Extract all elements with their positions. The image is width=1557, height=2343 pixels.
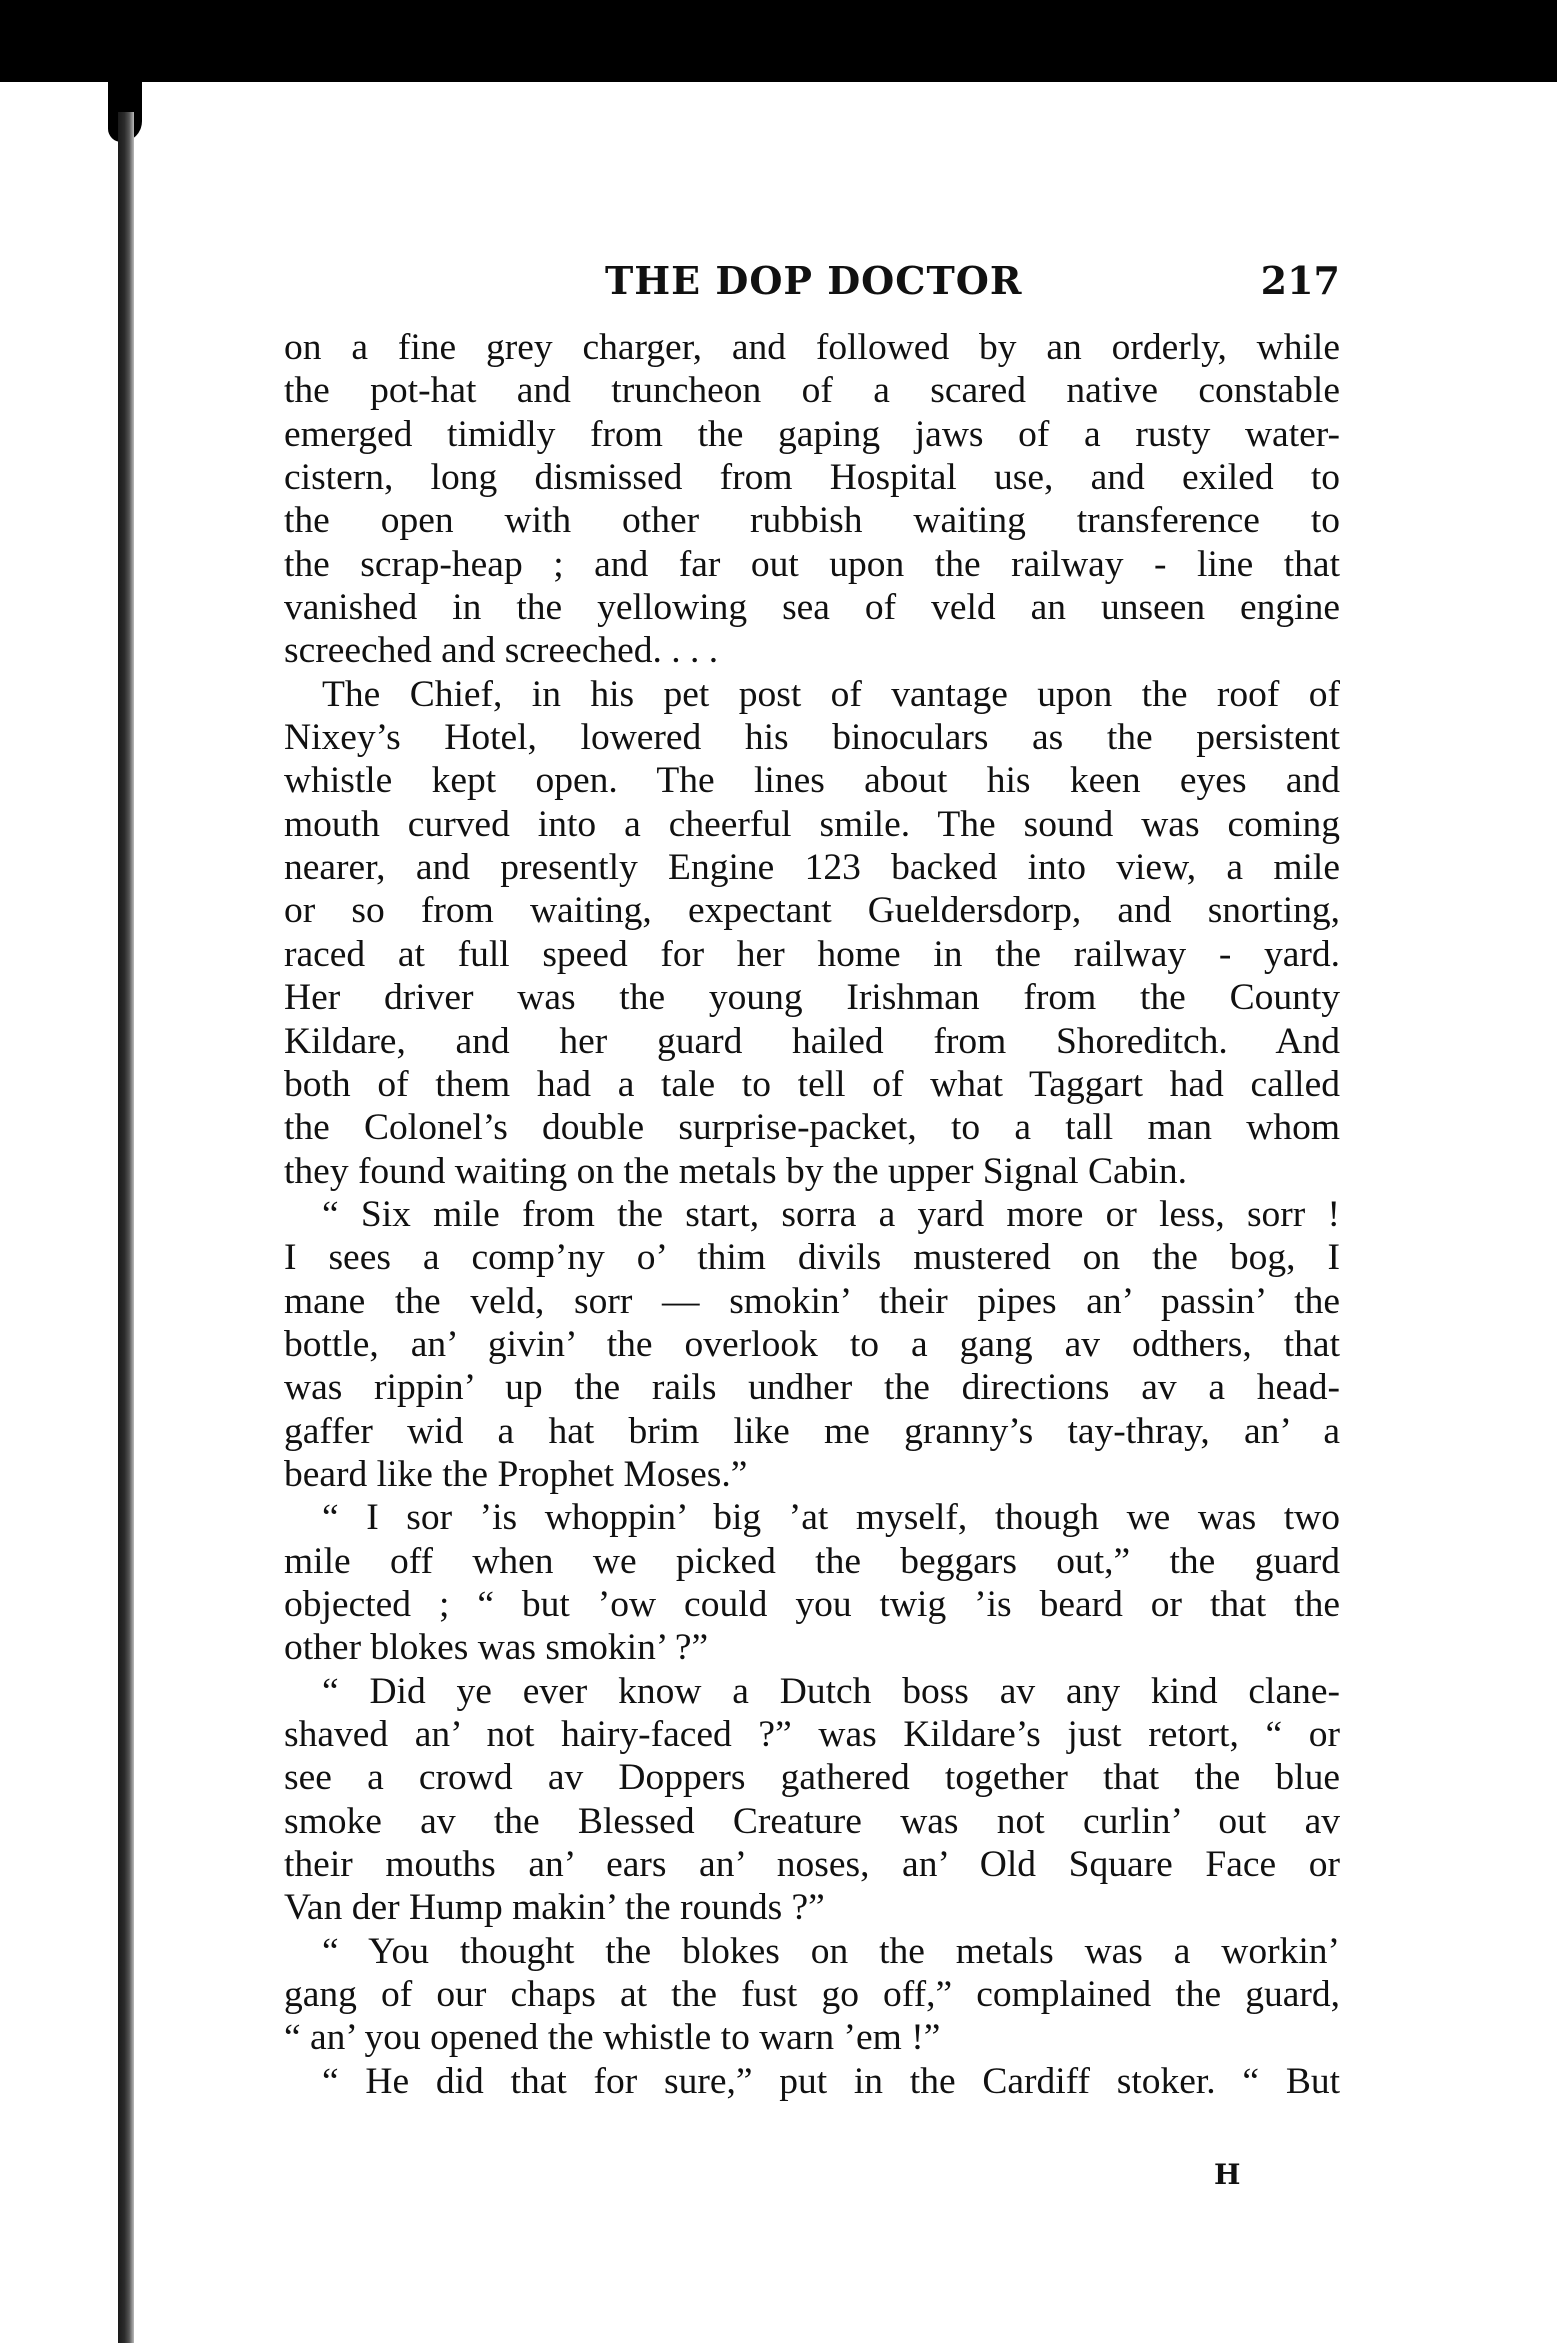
text-line: the pot-hat and truncheon of a scared native constable bbox=[284, 370, 1340, 412]
text-line: Van der Hump makin’ the rounds ?” bbox=[284, 1887, 825, 1929]
text-line: mane the veld, sorr — smokin’ their pipes an’ passin’ the bbox=[284, 1280, 1340, 1322]
text-line: beard like the Prophet Moses.” bbox=[284, 1453, 748, 1495]
text-line: “ an’ you opened the whistle to warn ’em !” bbox=[284, 2017, 941, 2059]
text-line: other blokes was smokin’ ?” bbox=[284, 1627, 709, 1669]
text-line: mouth curved into a cheerful smile. The sound was coming bbox=[284, 803, 1340, 845]
text-line: cistern, long dismissed from Hospital use, and exiled to bbox=[284, 457, 1340, 499]
signature-mark: H bbox=[1214, 2158, 1241, 2191]
text-line: was rippin’ up the rails undher the directions av a head- bbox=[284, 1367, 1340, 1409]
text-line: smoke av the Blessed Creature was not curlin’ out av bbox=[284, 1800, 1340, 1842]
scan-top-border bbox=[0, 0, 1557, 82]
text-line: Kildare, and her guard hailed from Shoreditch. And bbox=[284, 1020, 1340, 1062]
text-line: the open with other rubbish waiting transference to bbox=[284, 500, 1340, 542]
text-line: see a crowd av Doppers gathered together that the blue bbox=[284, 1757, 1340, 1799]
text-line: emerged timidly from the gaping jaws of a rusty water- bbox=[284, 413, 1340, 455]
text-line: vanished in the yellowing sea of veld an unseen engine bbox=[284, 587, 1340, 629]
text-line: mile off when we picked the beggars out,” the guard bbox=[284, 1540, 1340, 1582]
text-line: nearer, and presently Engine 123 backed into view, a mile bbox=[284, 847, 1340, 889]
text-line: The Chief, in his pet post of vantage upon the roof of bbox=[322, 673, 1340, 715]
text-line: “ Six mile from the start, sorra a yard more or less, sorr ! bbox=[322, 1193, 1340, 1235]
body-text bbox=[284, 326, 1340, 2103]
text-line: whistle kept open. The lines about his keen eyes and bbox=[284, 760, 1340, 802]
text-line: gang of our chaps at the fust go off,” complained the guard, bbox=[284, 1974, 1340, 2016]
text-line: objected ; “ but ’ow could you twig ’is beard or that the bbox=[284, 1583, 1340, 1625]
running-head bbox=[285, 258, 1340, 308]
text-line: I sees a comp’ny o’ thim divils mustered on the bog, I bbox=[284, 1237, 1340, 1279]
text-line: the Colonel’s double surprise-packet, to a tall man whom bbox=[284, 1107, 1340, 1149]
text-line: bottle, an’ givin’ the overlook to a gang av odthers, that bbox=[284, 1323, 1340, 1365]
text-line: “ Did ye ever know a Dutch boss av any kind clane- bbox=[322, 1670, 1340, 1712]
text-line: Nixey’s Hotel, lowered his binoculars as the persistent bbox=[284, 717, 1340, 759]
text-line: raced at full speed for her home in the railway - yard. bbox=[284, 933, 1340, 975]
text-line: gaffer wid a hat brim like me granny’s tay-thray, an’ a bbox=[284, 1410, 1340, 1452]
page-number: 217 bbox=[1260, 258, 1340, 303]
binding-shadow bbox=[118, 112, 134, 2343]
text-line: on a fine grey charger, and followed by an orderly, while bbox=[284, 327, 1340, 368]
running-title: THE DOP DOCTOR bbox=[605, 258, 1023, 303]
text-line: both of them had a tale to tell of what Taggart had called bbox=[284, 1063, 1340, 1105]
text-line: or so from waiting, expectant Gueldersdorp, and snorting, bbox=[284, 890, 1340, 932]
text-line: they found waiting on the metals by the upper Signal Cabin. bbox=[284, 1150, 1187, 1192]
text-line: screeched and screeched. . . . bbox=[284, 630, 719, 672]
text-line: their mouths an’ ears an’ noses, an’ Old Square Face or bbox=[284, 1844, 1340, 1886]
text-line: “ You thought the blokes on the metals was a workin’ bbox=[322, 1930, 1340, 1972]
text-line: Her driver was the young Irishman from the County bbox=[284, 977, 1340, 1019]
text-line: “ He did that for sure,” put in the Cardiff stoker. “ But bbox=[322, 2060, 1340, 2102]
text-line: the scrap-heap ; and far out upon the railway - line that bbox=[284, 543, 1340, 585]
text-line: shaved an’ not hairy-faced ?” was Kildare’s just retort, “ or bbox=[284, 1714, 1340, 1755]
text-line: “ I sor ’is whoppin’ big ’at myself, though we was two bbox=[322, 1497, 1340, 1539]
